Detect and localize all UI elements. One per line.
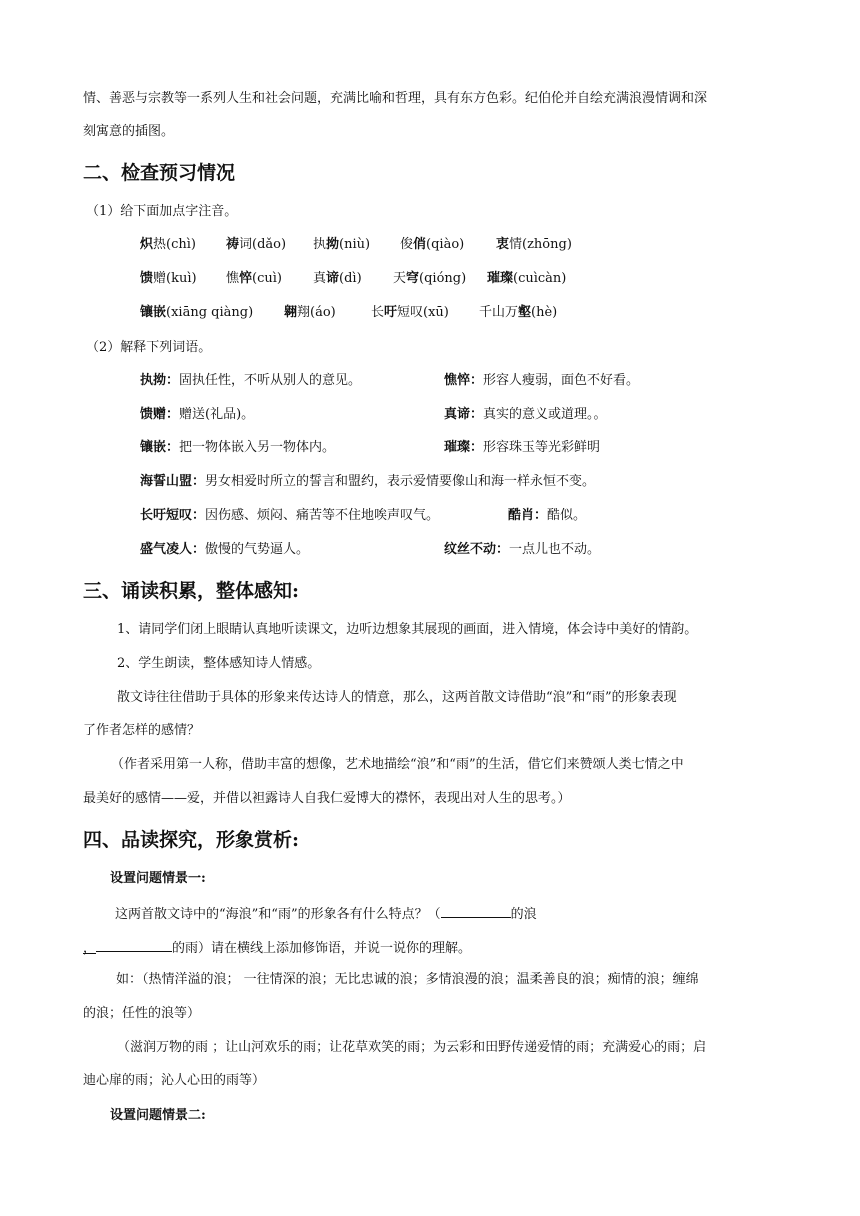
paragraph: 1、请同学们闭上眼睛认真地听读课文，边听边想象其展现的画面，进入情境，体会诗中美好的情韵。 bbox=[117, 622, 698, 637]
pinyin-item: 馈赠(kuì) bbox=[140, 271, 197, 286]
paragraph: 2、学生朗读，整体感知诗人情感。 bbox=[117, 656, 321, 671]
intro-line-2: 刻寓意的插图。 bbox=[83, 124, 175, 139]
question-2: （2）解释下列词语。 bbox=[86, 340, 212, 355]
paragraph: 最美好的感情——爱，并借以袒露诗人自我仁爱博大的襟怀，表现出对人生的思考。） bbox=[83, 791, 571, 806]
pinyin-item: 镶嵌(xiāng qiàng) bbox=[140, 305, 254, 320]
intro-line-1: 情、善恶与宗教等一系列人生和社会问题，充满比喻和哲理，具有东方色彩。纪伯伦并自绘充满浪漫情调和深 bbox=[83, 91, 708, 106]
question-line: ， 的雨）请在横线上添加修饰语，并说一说你的理解。 bbox=[83, 937, 471, 959]
scene-label-1: 设置问题情景一: bbox=[110, 871, 206, 886]
fill-blank[interactable] bbox=[96, 937, 172, 952]
pinyin-item: 长吁短叹(xū) bbox=[371, 305, 449, 320]
definition-item: 长吁短叹：因伤感、烦闷、痛苦等不住地唉声叹气。 bbox=[140, 508, 440, 523]
pinyin-item: 天穹(qióng) bbox=[393, 271, 467, 286]
paragraph: 了作者怎样的感情？ bbox=[83, 723, 201, 738]
scene-label-2: 设置问题情景二: bbox=[110, 1108, 206, 1123]
question-line: 这两首散文诗中的“海浪”和“雨”的形象各有什么特点？（ 的浪 bbox=[115, 903, 537, 925]
definition-item: 镶嵌：把一物体嵌入另一物体内。 bbox=[140, 440, 336, 455]
example-line: 的浪；任性的浪等） bbox=[83, 1006, 201, 1021]
section-heading-4: 四、品读探究，形象赏析: bbox=[83, 829, 300, 851]
paragraph: （作者采用第一人称，借助丰富的想像，艺术地描绘“浪”和“雨”的生活，借它们来赞颂人类七情之中 bbox=[111, 757, 684, 772]
definition-item: 海誓山盟：男女相爱时所立的誓言和盟约，表示爱情要像山和海一样永恒不变。 bbox=[140, 474, 596, 489]
definition-item: 憔悴：形容人瘦弱，面色不好看。 bbox=[444, 373, 640, 388]
definition-item: 璀璨：形容珠玉等光彩鲜明 bbox=[444, 440, 601, 455]
pinyin-item: 真谛(dì) bbox=[313, 271, 362, 286]
example-line: 迪心扉的雨；沁人心田的雨等） bbox=[83, 1073, 266, 1088]
definition-item: 执拗：固执任性，不听从别人的意见。 bbox=[140, 373, 362, 388]
pinyin-item: 俊俏(qiào) bbox=[400, 237, 465, 252]
fill-blank[interactable] bbox=[441, 903, 511, 918]
definition-item: 真谛：真实的意义或道理。。 bbox=[444, 407, 607, 422]
definition-item: 馈赠：赠送(礼品)。 bbox=[140, 407, 255, 422]
definition-item: 纹丝不动：一点儿也不动。 bbox=[444, 542, 601, 557]
pinyin-item: 执拗(niù) bbox=[313, 237, 371, 252]
pinyin-item: 炽热(chì) bbox=[140, 237, 196, 252]
definition-item: 酷肖：酷似。 bbox=[508, 508, 587, 523]
example-line: 如：（热情洋溢的浪； 一往情深的浪；无比忠诚的浪；多情浪漫的浪；温柔善良的浪；痴情的浪；缠绵 bbox=[116, 972, 699, 987]
pinyin-item: 祷词(dǎo) bbox=[226, 237, 287, 252]
section-heading-2: 二、检查预习情况 bbox=[83, 162, 236, 184]
pinyin-item: 衷情(zhōng) bbox=[496, 237, 572, 252]
paragraph: 散文诗往往借助于具体的形象来传达诗人的情意，那么，这两首散文诗借助“浪”和“雨”的形象表现 bbox=[117, 690, 677, 705]
pinyin-item: 璀璨(cuìcàn) bbox=[487, 271, 567, 286]
example-line: （滋润万物的雨 ；让山河欢乐的雨；让花草欢笑的雨；为云彩和田野传递爱情的雨；充满爱心的雨；启 bbox=[117, 1040, 707, 1055]
pinyin-item: 翱翔(áo) bbox=[284, 305, 336, 320]
section-heading-3: 三、诵读积累，整体感知: bbox=[83, 580, 300, 602]
question-1: （1）给下面加点字注音。 bbox=[86, 204, 238, 219]
pinyin-item: 千山万壑(hè) bbox=[479, 305, 558, 320]
definition-item: 盛气凌人：傲慢的气势逼人。 bbox=[140, 542, 310, 557]
pinyin-item: 憔悴(cuì) bbox=[226, 271, 282, 286]
